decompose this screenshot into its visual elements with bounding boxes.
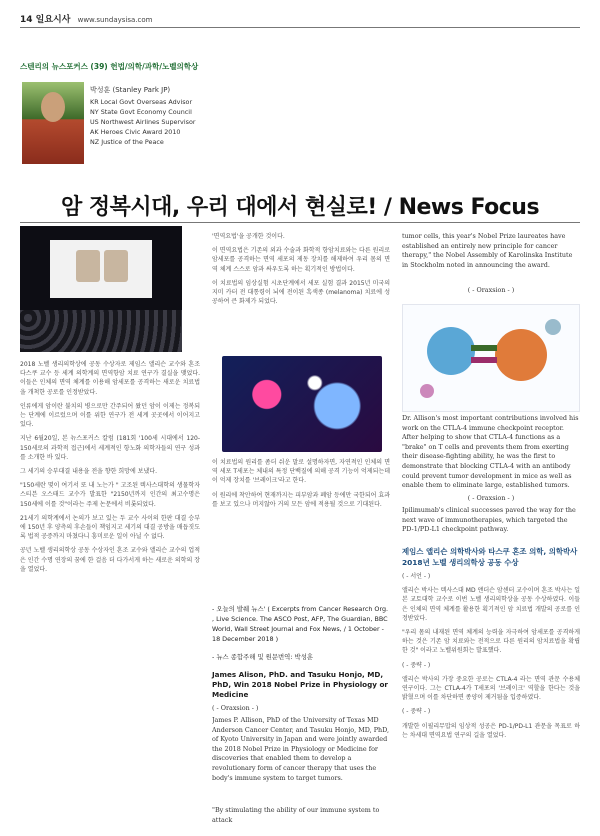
author-line: NY State Govt Economy Council	[90, 108, 192, 116]
paragraph: 이 치료법의 임상실험 시초단계에서 세포 실험 결과 2015년 미국의 지미 카터 전 대통령이 뇌에 전이된 흑색종 (melanoma) 치료에 성공하여 큰 화제가 되었다.	[212, 279, 390, 306]
paragraph: 그 세기의 승부대결 내용을 전을 향한 희망에 보냈다.	[20, 468, 157, 476]
english-body: James P. Allison, PhD of the University of Texas MD Anderson Cancer Center, and Tasuku Honjo, MD, PhD, of Kyoto University in Japan and were jointly awarded the 2018 Nobel Prize in Physiology or Medicine for discoveries that enabled them to develop a revolutionary form of cancer therapy that uses the body's immune system to target tumors.	[212, 716, 390, 782]
paragraph: 이 치료법의 원리를 좀더 쉬운 말로 설명하자면, 자연적인 인체의 면역 세포 T세포는 체내의 특정 단백질에 의해 공격 기능이 억제되는데 이 억제 장치를 '브레이크'라고 한다.	[212, 459, 390, 485]
column-2-top	[212, 232, 390, 350]
english-continued: tumor cells, this year's Nobel Prize laureates have established an entirely new principle for cancer therapy," the Nobel Assembly of Karolinska Institute in Stockholm noted in announcing the award.	[402, 232, 573, 269]
author-name: 박성훈 (Stanley Park JP)	[90, 86, 171, 94]
english-paragraph: Dr. Allison's most important contributions involved his work on the CTLA-4 immune checkpoint receptor. After helping to show that CTLA-4 functions as a "brake" on T cells and prevents them from exerting their disease-fighting ability, he was the first to demonstrate that blocking CTLA-4 with an antibody could prevent tumor development in mice as well as enable them to eliminate large, established tumors.	[402, 414, 579, 490]
newspaper-name: 일요시사	[35, 15, 71, 25]
page-header	[20, 12, 152, 25]
cancer-cells-image	[222, 356, 382, 452]
series-title: 스텐리의 뉴스포커스 (39) 헌법/의학/과학/노벨의학상	[20, 62, 199, 71]
paragraph: '면역요법'을 공개한 것이다.	[212, 233, 285, 240]
english-marker: ( - Oraxsion - )	[212, 704, 259, 712]
column-1	[20, 360, 200, 830]
author-bio	[90, 85, 195, 147]
paragraph: 개발한 이필리무맙의 임상적 성공은 PD-1/PD-L1 관문을 목표로 하는 차세대 면역요법 연구의 길을 열었다.	[402, 722, 580, 739]
english-marker: ( - Oraxsion - )	[467, 286, 515, 294]
headline: 암 정복시대, 우리 대에서 현실로! / News Focus	[60, 195, 540, 220]
column-3-korean	[402, 572, 580, 830]
korean-subheading: 제임스 앨리슨 의학박사와 타스쿠 혼조 의학, 의학박사 2018년 노벨 생리의학상 공동 수상	[402, 547, 578, 567]
conference-photo	[20, 226, 182, 352]
paragraph: "우리 몸의 내재된 면역 체계의 능력을 자극하여 암세포를 공격하게 하는 것은 기존 암 치료와는 전적으로 다른 원리의 암치료법을 확립한 것" 이라고 노벨위원회는 발표했다.	[402, 629, 580, 655]
source-note: - 오늘의 발췌 뉴스' ( Excerpts from Cancer Research Org. , Live Science. The ASCO Post, AFP, The Guardian, BBC World, Wall Street Journal and Fox News, / 1 October - 18 December 2018 )	[212, 605, 389, 643]
english-title: James Alison, PhD. and Tasuku Honjo, MD, PhD, Win 2018 Nobel Prize in Physiology or Medicine	[212, 670, 388, 699]
site-url: www.sundaysisa.com	[77, 16, 153, 24]
paragraph: 21세기 의학계에서 논의가 보고 있는 두 교수 사이의 한판 대결 승부에 150년 후 양측의 후손들이 책임지고 세기의 대결 공방을 매듭짓도록 법적 공증까지 마쳤다니 흥미로운 일이 아닐 수 없다.	[20, 514, 200, 541]
author-line: AK Heroes Civic Award 2010	[90, 128, 181, 136]
paragraph: 앨리슨 박사의 가장 중요한 공로는 CTLA-4 라는 면역 관문 수용체 연구이다. 그는 CTLA-4가 T세포의 '브레이크' 역할을 한다는 것을 밝혔으며 이를 차단하면 종양이 제거됨을 입증하였다.	[402, 675, 580, 702]
paragraph: "150세란 몇이 여기서 또 내 노는가 " 고조된 텍사스대학의 생물학자 스티븐 오스태드 교수가 발표한 "2150년까지 인간의 최고수명은 150세에 이를 것"이라는 주제 논문에서 비롯되었다.	[20, 482, 200, 508]
author-photo	[22, 82, 84, 164]
header-rule	[20, 27, 580, 28]
paragraph: ( - 중략 - )	[402, 708, 431, 716]
paragraph: 이 면역요법은 기존의 외과 수술과 화학적 항암치료와는 다른 원리로 암세포를 공격하는 면역 세포의 제동 장치를 해제하여 우리 몸의 면역 체계 스스로 암과 싸우도록 하는 획기적인 방법이다.	[212, 247, 390, 273]
headline-rule	[20, 222, 580, 223]
author-line: US Northwest Airlines Supervisor	[90, 118, 196, 126]
column-2-mid	[212, 458, 390, 600]
english-quote: "By stimulating the ability of our immune system to attack	[212, 806, 380, 824]
page-number: 14	[20, 15, 33, 25]
paragraph: 이 원리에 착안하여 현재까지는 피부암과 폐암 등에만 국한되어 효과를 보고 있으나 머지않아 거의 모든 암에 적용될 것으로 기대된다.	[212, 491, 390, 508]
paragraph: 앨리슨 박사는 텍사스대 MD 앤더슨 암센터 교수이며 혼조 박사는 일본 교토대학 교수로 이번 노벨 생리의학상을 공동 수상하였다. 이들은 인체의 면역 체계를 활용한 획기적인 암 치료법 개발의 공로를 인정받았다.	[402, 587, 580, 622]
author-line: KR Local Govt Overseas Advisor	[90, 98, 193, 106]
english-paragraph: Ipilimumab's clinical successes paved the way for the next wave of immunotherapies, which targeted the PD-1/PD-L1 checkpoint pathway.	[402, 506, 576, 534]
paragraph: 지난 6월20일, 본 뉴스포커스 칼럼 (181회 '100세 시대에서 120-150세로의 과학적 접근)에서 세계적인 항노화 의학자들의 연구 성과를 소개한 바 있다.	[20, 435, 200, 461]
paragraph: 공년 노벨 생리의학상 공동 수상자인 혼조 교수와 앨리슨 교수의 업적은 인간 수명 연장의 꿈에 한 걸음 더 다가서게 하는 새로운 의학의 장을 열었다.	[20, 547, 200, 573]
paragraph: 인류에게 암이란 불치의 병으로만 간주되어 왔던 암이 이제는 정복되는 단계에 이르렀으며 이를 위한 연구가 전 세계 곳곳에서 이어지고 있다.	[20, 402, 200, 429]
english-marker: ( - Oraxsion - )	[467, 494, 515, 502]
byline: - 뉴스 종합주해 및 원문번역: 박성훈	[212, 653, 314, 661]
paragraph: ( - 서언 - )	[402, 573, 431, 580]
immune-diagram	[402, 304, 580, 412]
paragraph: 2018 노벨 생리의학상에 공동 수상자로 제임스 앨리슨 교수와 혼조 다스쿠 교수 등 세계 의학계의 면역항암 치료 연구가 결실을 맺었다. 이들은 인체의 면역 체계를 이용해 암세포를 공격하는 새로운 치료법을 개척한 공로를 인정받았다.	[20, 361, 200, 396]
paragraph: ( - 중략 - )	[402, 661, 431, 669]
author-line: NZ Justice of the Peace	[90, 138, 164, 146]
